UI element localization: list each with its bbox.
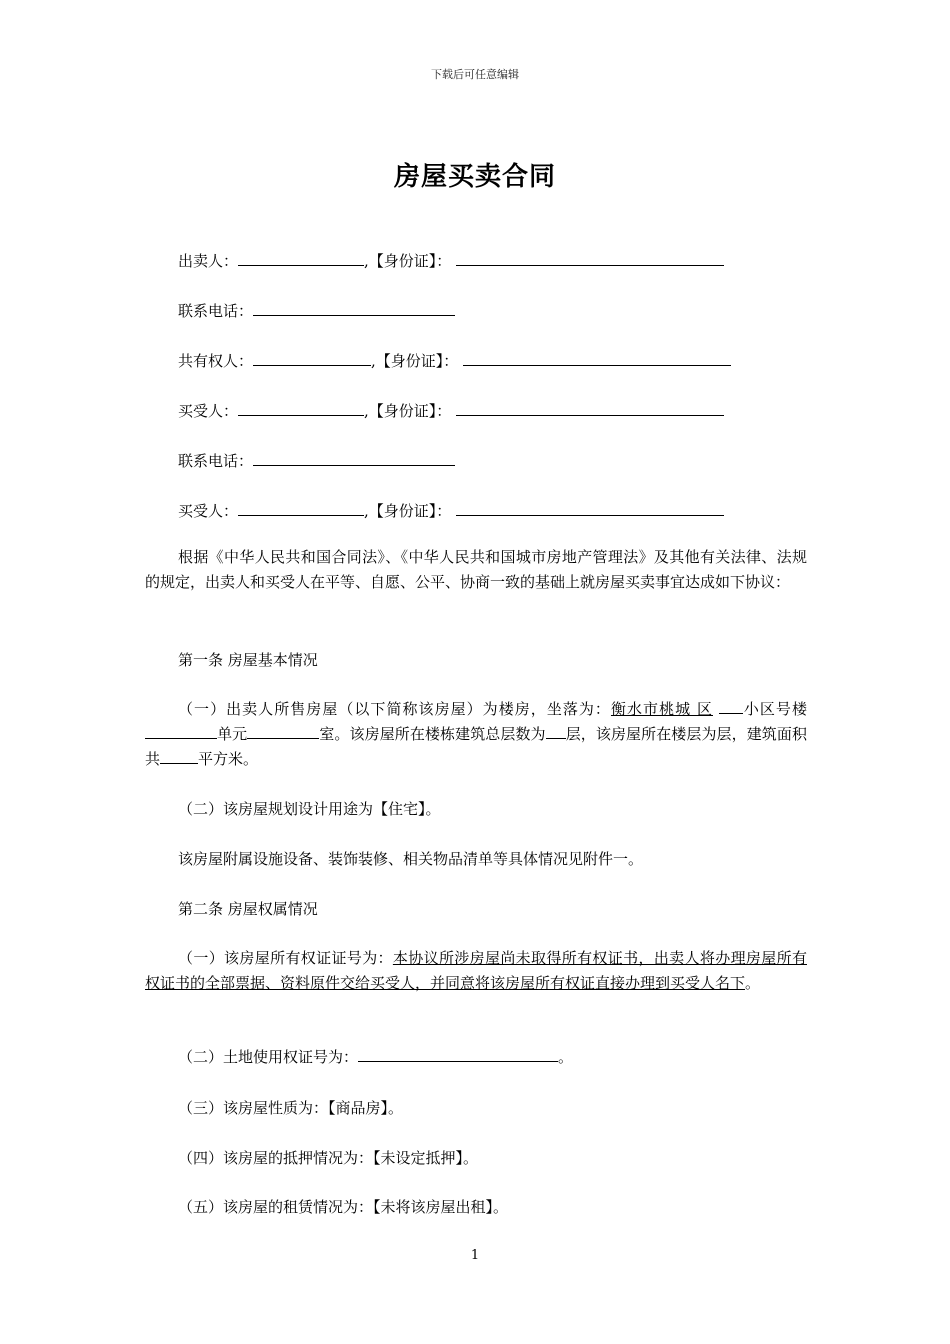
article1-clause1	[145, 697, 807, 772]
page-header: 下载后可任意编辑	[431, 68, 519, 81]
article1-note: 该房屋附属设施设备、装饰装修、相关物品清单等具体情况见附件一。	[178, 850, 644, 868]
land-cert-end: 。	[558, 1048, 574, 1066]
co-owner-name-blank	[253, 351, 371, 366]
article2-clause3: （三）该房屋性质为：【商品房】。	[178, 1099, 404, 1117]
area-blank	[160, 749, 198, 764]
article2-clause1	[145, 946, 807, 996]
buyer-label: 买受人：	[178, 402, 239, 420]
buyer2-line	[178, 501, 724, 521]
certificate-value: 本协议所涉房屋尚未取得所有权证书，出卖人将办理房屋所有权证书的全部票据、资料原件交给买受人，并同意将该房屋所有权证直接办理到买受人名下	[145, 949, 807, 992]
land-cert-label: （二）土地使用权证号为：	[178, 1048, 359, 1066]
co-owner-id-label: ,【身份证】：	[371, 352, 459, 370]
seller-label: 出卖人：	[178, 252, 239, 270]
buyer-id-blank	[456, 401, 724, 416]
document-title: 房屋买卖合同	[393, 162, 556, 192]
clause1-text-b: 小区	[742, 700, 776, 718]
page-number: 1	[470, 1248, 480, 1263]
article2-title: 第二条 房屋权属情况	[178, 900, 318, 918]
community-blank	[719, 699, 743, 714]
seller-id-blank	[456, 251, 724, 266]
certificate-end: 。	[745, 974, 761, 992]
buyer-name-blank	[238, 401, 364, 416]
seller-phone-label: 联系电话：	[178, 302, 254, 320]
buyer-phone-label: 联系电话：	[178, 452, 254, 470]
buyer2-name-blank	[238, 501, 364, 516]
article2-clause2	[145, 1045, 807, 1070]
unit-blank	[247, 724, 319, 739]
co-owner-line	[178, 351, 731, 371]
buyer2-id-label: ,【身份证】：	[364, 502, 452, 520]
article1-title: 第一条 房屋基本情况	[178, 651, 318, 669]
certificate-label: （一）该房屋所有权证证号为：	[178, 949, 393, 967]
location-value: 衡水市桃城 区	[610, 700, 713, 718]
seller-line	[178, 251, 724, 271]
clause1-text-a: （一）出卖人所售房屋（以下简称该房屋）为楼房，坐落为：	[178, 700, 611, 718]
building-blank	[145, 724, 217, 739]
clause1-text-d: 单元	[217, 725, 248, 743]
article2-clause5: （五）该房屋的租赁情况为：【未将该房屋出租】。	[178, 1198, 509, 1216]
co-owner-id-blank	[463, 351, 731, 366]
article2-clause4: （四）该房屋的抵押情况为：【未设定抵押】。	[178, 1149, 479, 1167]
intro-paragraph: 根据《中华人民共和国合同法》、《中华人民共和国城市房地产管理法》及其他有关法律、法规的规定，出卖人和买受人在平等、自愿、公平、协商一致的基础上就房屋买卖事宜达成如下协议：	[145, 548, 807, 591]
seller-name-blank	[238, 251, 364, 266]
buyer-phone-line	[178, 451, 455, 471]
floors-blank	[546, 724, 566, 739]
article1-clause2: （二）该房屋规划设计用途为【住宅】。	[178, 800, 441, 818]
buyer-line	[178, 401, 724, 421]
buyer2-id-blank	[456, 501, 724, 516]
land-cert-blank	[358, 1047, 558, 1062]
seller-phone-blank	[253, 301, 455, 316]
buyer-phone-blank	[253, 451, 455, 466]
buyer2-label: 买受人：	[178, 502, 239, 520]
clause1-text-g: 平方米。	[198, 750, 259, 768]
co-owner-label: 共有权人：	[178, 352, 254, 370]
clause1-text-c: 号楼	[775, 700, 807, 718]
seller-phone-line	[178, 301, 455, 321]
clause1-text-f: 层，该房屋所在楼层为层，建筑面积共	[145, 725, 807, 768]
buyer-id-label: ,【身份证】：	[364, 402, 452, 420]
clause1-text-e: 室。该房屋所在楼栋建筑总层数为	[319, 725, 546, 743]
seller-id-label: ,【身份证】：	[364, 252, 452, 270]
